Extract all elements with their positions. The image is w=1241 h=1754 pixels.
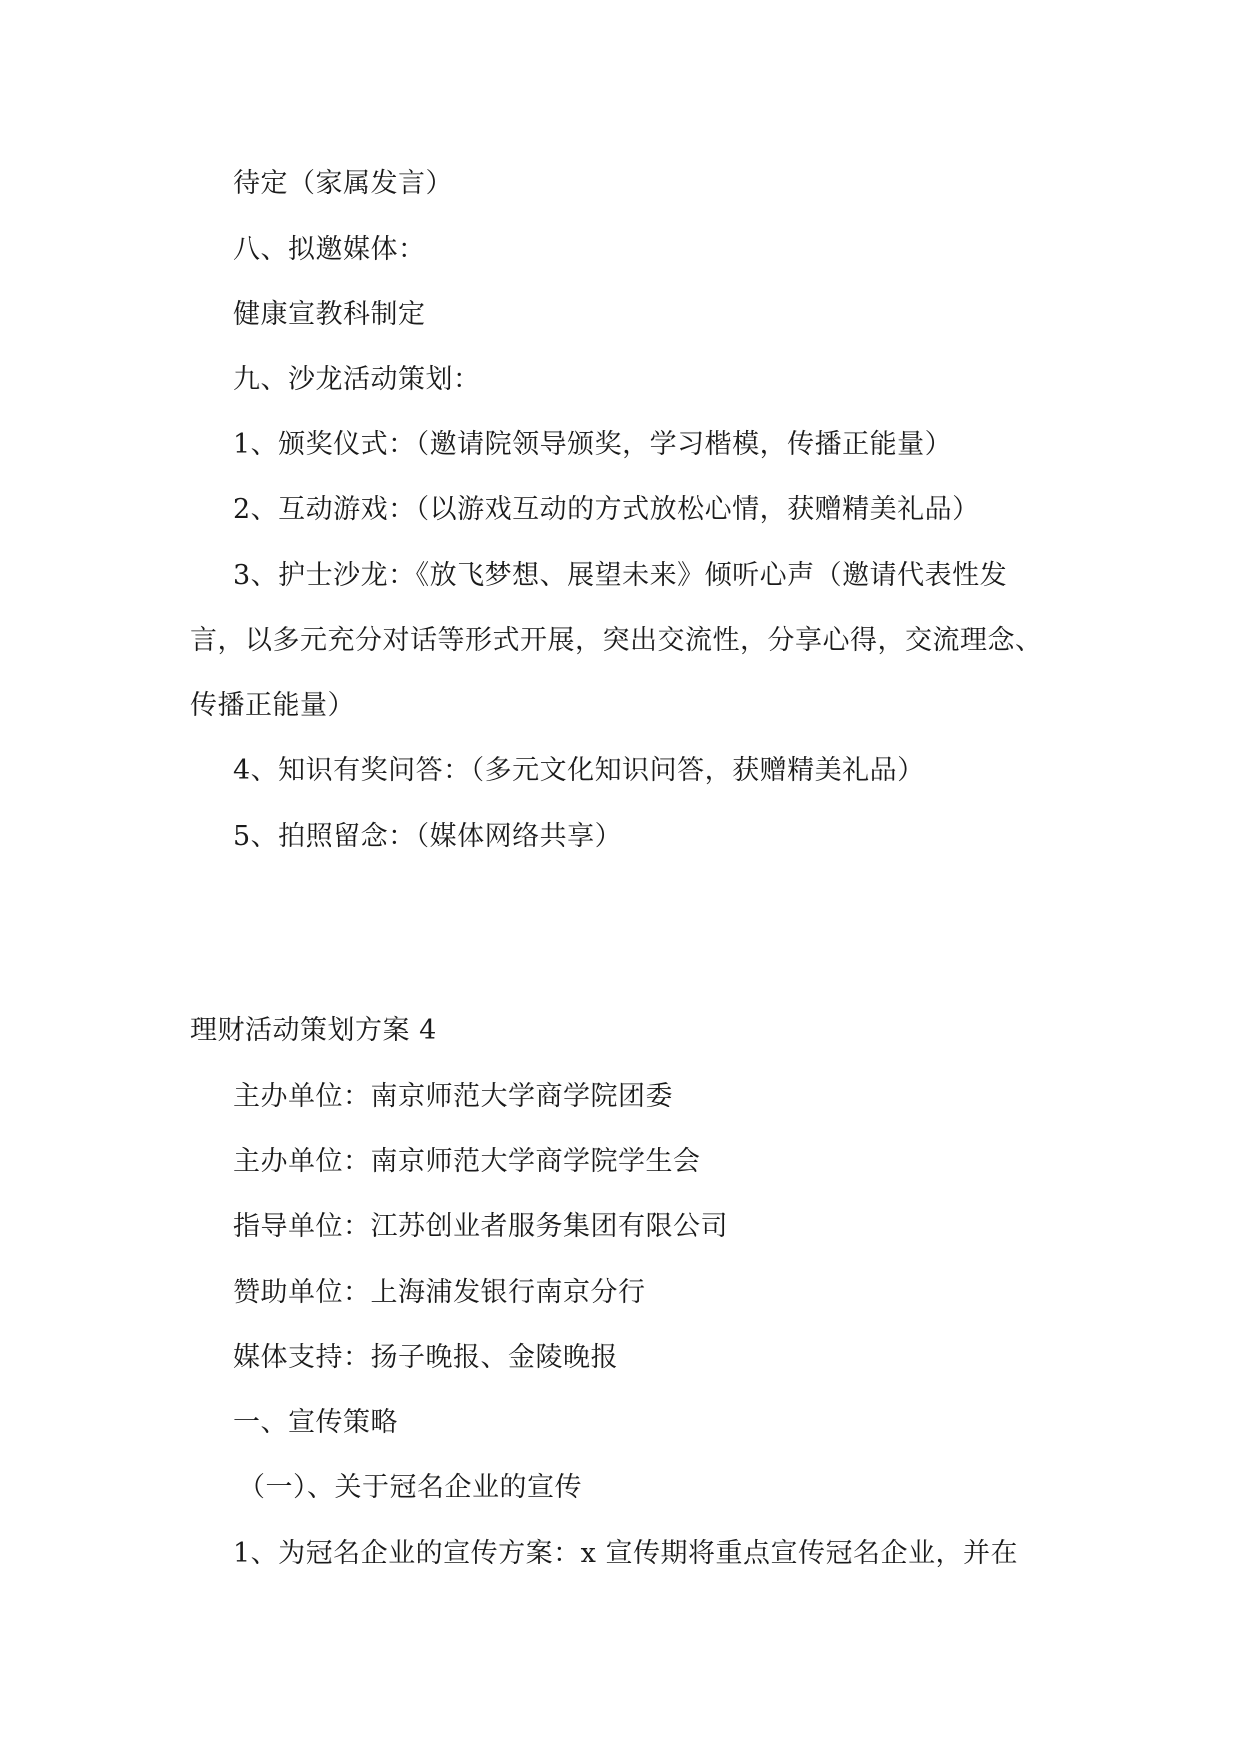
document-title: 理财活动策划方案 4 bbox=[190, 1015, 437, 1046]
organizer-line-1: 主办单位：南京师范大学商学院团委 bbox=[233, 1081, 673, 1112]
guidance-unit-line: 指导单位：江苏创业者服务集团有限公司 bbox=[233, 1211, 728, 1242]
organizer-line-2: 主办单位：南京师范大学商学院学生会 bbox=[233, 1146, 701, 1177]
list-item-nurse-salon-line3: 传播正能量） bbox=[190, 690, 355, 721]
list-item-quiz: 4、知识有奖问答：（多元文化知识问答，获赠精美礼品） bbox=[233, 755, 925, 786]
list-item-sponsor-promotion-plan: 1、为冠名企业的宣传方案：x 宣传期将重点宣传冠名企业，并在 bbox=[233, 1538, 1018, 1569]
media-support-line: 媒体支持：扬子晚报、金陵晚报 bbox=[233, 1342, 618, 1373]
list-item-nurse-salon-line2: 言，以多元充分对话等形式开展，突出交流性，分享心得，交流理念、 bbox=[190, 625, 1043, 656]
paragraph-prepared-by: 健康宣教科制定 bbox=[233, 299, 426, 330]
section-heading-promotion: 一、宣传策略 bbox=[233, 1407, 398, 1438]
heading-salon-plan: 九、沙龙活动策划： bbox=[233, 364, 481, 395]
list-item-photo: 5、拍照留念：（媒体网络共享） bbox=[233, 821, 623, 852]
subsection-heading-sponsor-promotion: （一）、关于冠名企业的宣传 bbox=[238, 1472, 582, 1503]
paragraph-pending-speech: 待定（家属发言） bbox=[233, 168, 453, 199]
list-item-interactive-games: 2、互动游戏：（以游戏互动的方式放松心情，获赠精美礼品） bbox=[233, 494, 980, 525]
list-item-award-ceremony: 1、颁奖仪式：（邀请院领导颁奖，学习楷模，传播正能量） bbox=[233, 429, 953, 460]
heading-invited-media: 八、拟邀媒体： bbox=[233, 234, 426, 265]
list-item-nurse-salon-line1: 3、护士沙龙：《放飞梦想、展望未来》倾听心声（邀请代表性发 bbox=[233, 560, 1008, 591]
sponsor-line: 赞助单位：上海浦发银行南京分行 bbox=[233, 1277, 646, 1308]
